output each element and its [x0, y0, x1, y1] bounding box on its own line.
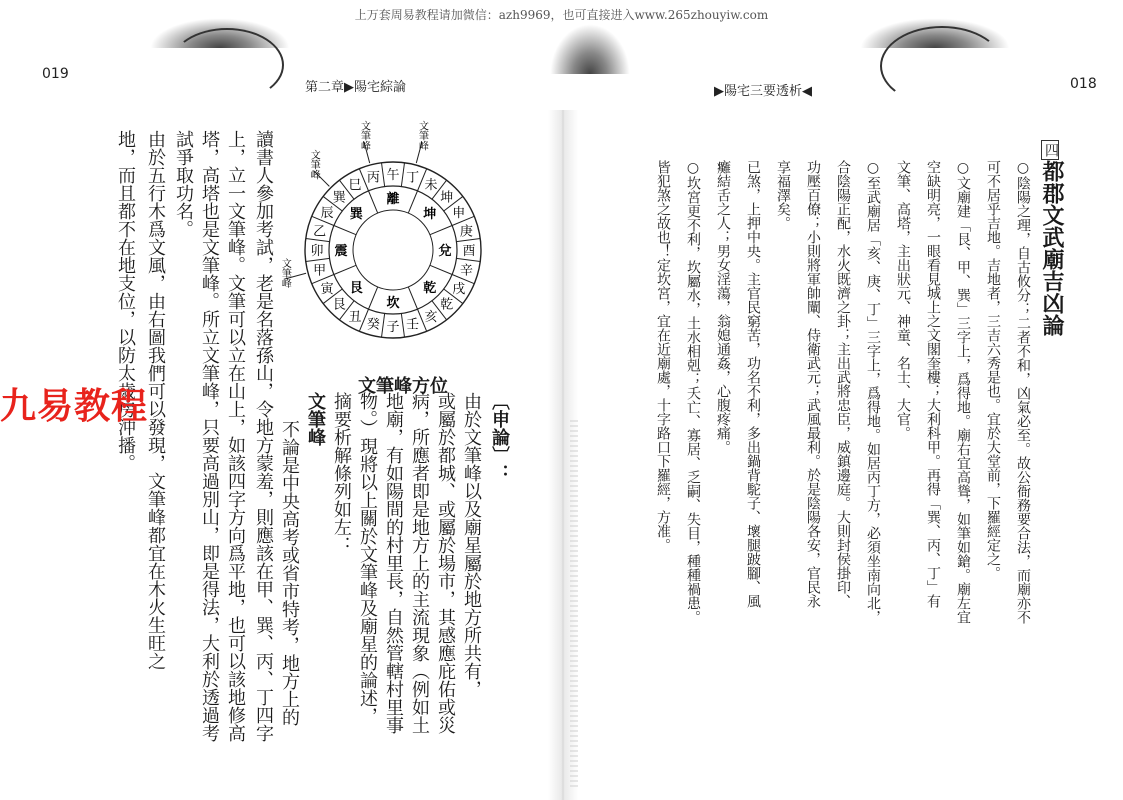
left-column-2: 由於五行木爲文風，由右圖我們可以發現，文筆峰都宜在木火生旺之: [145, 130, 166, 670]
wenbifeng-label: [302, 392, 324, 446]
shenlun-label: 〔申論〕：: [489, 392, 510, 482]
left-column-14: 由於文筆峰以及廟星屬於地方所共有，: [461, 392, 482, 698]
outer-ring-label: 坤: [440, 190, 454, 206]
left-column-3: 試爭取功名。: [173, 130, 194, 238]
brand-watermark: 九易教程: [0, 386, 149, 427]
right-column-5: 文筆、高塔，主出狀元、神童、名士、大官。: [895, 160, 911, 440]
outer-ring-label: 壬: [406, 317, 420, 333]
right-column-3: ○文廟建「艮、甲、巽」三字上，爲得地。廟右宜高聳，如筆如鎗。廟左宜: [955, 160, 971, 624]
left-column-5: 上，立一文筆峰。文筆可以立在山上，如該四字方向爲平地，也可以該地修高: [225, 130, 246, 742]
inner-ring-divider: [334, 265, 356, 274]
outer-ring-label: 申: [452, 206, 466, 221]
outer-ring-label: 未: [424, 178, 438, 194]
callout-label: 文筆峰: [358, 120, 370, 151]
right-column-11: 已煞，上押中央。主官民窮苦，功名不利，多出鍋背駝子、壞腿跛腳、風: [745, 160, 761, 608]
inner-ring-label: 巽: [349, 207, 363, 223]
right-column-12: 癱結舌之人；男女淫蕩，翁媳通姦，心腹疼痛。: [715, 160, 731, 454]
section-marker: 四: [1041, 140, 1059, 160]
inner-ring-divider: [408, 191, 417, 213]
center-header-ornament: [550, 24, 630, 74]
right-page-number: 018: [1070, 76, 1097, 92]
outer-ring-label: 乾: [440, 297, 454, 313]
outer-ring-label: 丁: [406, 170, 420, 186]
outer-ring-label: 庚: [459, 224, 473, 240]
right-column-7: 合陰陽正配，水火既濟之卦；主出武將忠臣，威鎮邊庭。大則封侯掛印、: [835, 160, 851, 608]
outer-ring-label: 午: [386, 168, 400, 183]
inner-ring-label: 坤: [423, 207, 437, 223]
outer-ring-label: 丙: [366, 170, 380, 186]
left-column-7: 不論是中央高考或省市特考，地方上的: [279, 420, 300, 726]
left-column-1: 地，而且都不在地支位，以防太歲房沖播。: [115, 130, 136, 472]
right-column-1: ○陰陽之理，自古攸分；二者不和，凶氣必至。故公衙務要合法，而廟亦不: [1015, 160, 1031, 624]
outer-ring-circle: [305, 162, 481, 338]
outer-ring-label: 子: [386, 320, 400, 335]
compass-diagram: [268, 120, 518, 370]
outer-ring-label: 甲: [313, 263, 327, 279]
inner-ring-divider: [369, 191, 378, 213]
outer-ring-label: 酉: [462, 244, 476, 259]
outer-ring-label: 辛: [459, 263, 473, 279]
outer-ring-divider: [401, 163, 404, 187]
left-column-12: 病，所應者即是地方上的主流現象（例如土: [409, 392, 430, 734]
inner-ring-label: 離: [386, 192, 400, 207]
outer-ring-label: 艮: [332, 297, 346, 313]
left-header-arc: [170, 28, 284, 102]
right-header-arc: [880, 26, 1004, 106]
left-column-4: 塔，高塔也是文筆峰。所立文筆峰，只要高過別山，即是得法，大利於透過考: [199, 130, 220, 742]
left-column-10: 物。）現將以上關於文筆峰及廟星的論述，: [357, 392, 378, 725]
compass-rings: [305, 162, 481, 338]
callout-label: 文筆峰: [279, 257, 291, 288]
right-column-9: 享福澤矣。: [775, 160, 791, 230]
outer-ring-label: 辰: [320, 206, 334, 221]
gutter-shadow: [570, 420, 578, 790]
left-column-9: 摘要析解條列如左：: [331, 392, 352, 554]
outer-ring-label: 丑: [348, 309, 362, 325]
left-column-6: 讀書人參加考試，老是名落孫山，令地方蒙羞，則應該在甲、巽、丙、丁四字: [253, 130, 274, 742]
section-title: 都郡文武廟吉凶論: [1039, 160, 1064, 336]
right-column-13: ○坎宮更不利，坎屬水，土水相剋；夭亡、寡居、乏嗣、失目，種種禍患。: [685, 160, 701, 624]
left-column-13: 或屬於都城、或屬於場市，其感應庇佑或災: [435, 392, 456, 734]
inner-ring-divider: [430, 226, 452, 235]
right-page-header: ▶陽宅三要透析◀: [714, 84, 812, 99]
inner-ring-divider: [369, 287, 378, 309]
outer-ring-label: 寅: [320, 282, 334, 297]
inner-ring-label: 坎: [386, 296, 400, 311]
inner-ring-divider: [334, 226, 356, 235]
inner-ring-label: 兌: [438, 244, 452, 259]
left-page-header: 第二章▶陽宅綜論: [305, 80, 406, 95]
outer-ring-label: 卯: [310, 244, 324, 259]
right-column-8: 功壓百僚；小則將軍帥闡、侍衛武元；武風最利。於是陰陽各安，官民永: [805, 160, 821, 608]
inner-ring-circle: [353, 210, 433, 290]
outer-ring-label: 乙: [313, 224, 327, 240]
outer-ring-label: 巽: [332, 190, 346, 206]
top-watermark: 上万套周易教程请加微信：azh9969，也可直接进入www.265zhouyiw.com: [354, 8, 769, 22]
inner-ring-label: 乾: [423, 280, 437, 296]
left-page-number: 019: [42, 66, 69, 82]
inner-ring-label: 艮: [349, 280, 363, 296]
right-column-6: ○至武廟居「亥、庚、丁」三字上，爲得地。如居丙丁方，必須坐南向北，: [865, 160, 881, 624]
outer-ring-label: 巳: [348, 178, 362, 194]
outer-ring-divider: [401, 313, 404, 337]
outer-ring-divider: [382, 163, 385, 187]
outer-ring-divider: [382, 313, 385, 337]
inner-ring-divider: [430, 265, 452, 274]
diagram-caption: 文筆峰方位: [358, 376, 448, 397]
outer-ring-label: 戌: [452, 282, 466, 297]
right-column-4: 空缺明亮，一眼看見城上之文閣奎樓；大利科甲。再得「巽、丙、丁」有: [925, 160, 941, 608]
right-column-2: 可不居乎吉地。吉地者，三吉六秀是也。宜於大堂前，下羅經定之。: [985, 160, 1001, 580]
inner-ring-divider: [408, 287, 417, 309]
left-column-11: 地廟，有如陽間的村里長，自然管轄村里事: [383, 392, 404, 734]
right-column-14: 皆犯煞之故也！定坎宮，宜在近廟處，十字路口下羅經，方准。: [655, 160, 671, 552]
compass-callouts: [279, 121, 428, 289]
outer-ring-label: 癸: [366, 317, 380, 333]
outer-ring-label: 亥: [424, 309, 438, 325]
callout-label: 文筆峰: [416, 120, 428, 151]
wenbifeng-label-text: 文筆峰: [305, 392, 326, 446]
inner-ring-label: 震: [334, 244, 348, 259]
callout-label: 文筆峰: [308, 149, 320, 180]
